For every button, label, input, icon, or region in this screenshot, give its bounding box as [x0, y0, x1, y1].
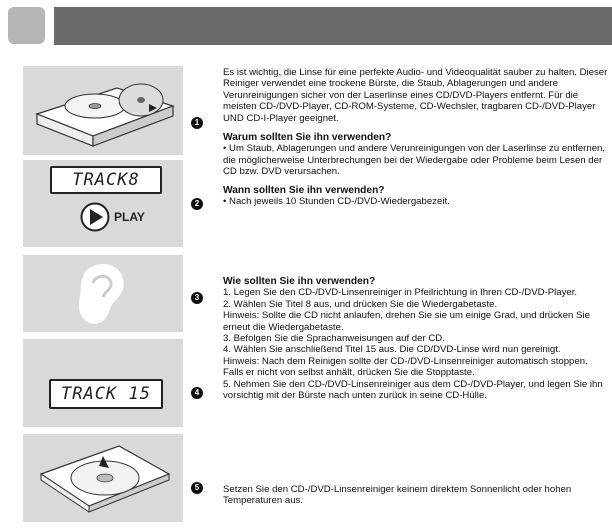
warning-section — [223, 484, 609, 507]
why-heading: Warum sollten Sie ihn verwenden? — [223, 132, 392, 143]
why-text: • Um Staub, Ablagerungen und andere Verunreinigungen von der Laserlinse zu entfernen, die möglicherweise Unterbrechungen bei der Wiedergabe oder Probleme beim Lesen der CD bzw. DVD verursachen. — [223, 143, 606, 178]
intro-paragraph: Es ist wichtig, die Linse für eine perfekte Audio- und Videoqualität sauber zu halten. Dieser Reiniger verwendet eine trockene Bürste, die Staub, Ablagerungen und andere Verunreinigungen sicher von der Laserlinse eines CD/DVD-Players entfernt. Für die meisten CD-/DVD-Player, CD-ROM-Systeme, CD-Wechsler, tragbaren CD-/DVD-Player UND CD-I-Player geeignet. — [223, 67, 608, 124]
lcd-track15: TRACK 15 — [49, 379, 163, 409]
step-bullet-4: 4 — [191, 387, 203, 399]
warning-text: Setzen Sie den CD-/DVD-Linsenreiniger keinem direktem Sonnenlicht oder hohen Temperaturen aus. — [223, 484, 572, 507]
step-2-text: 2. Wählen Sie Titel 8 aus, und drücken Sie die Wiedergabetaste. — [223, 298, 498, 310]
ear-icon — [23, 255, 183, 332]
when-text: • Nach jeweils 10 Stunden CD-/DVD-Wiedergabezeit. — [223, 196, 450, 208]
how-heading: Wie sollten Sie ihn verwenden? — [223, 276, 376, 287]
step-5-text: 5. Nehmen Sie den CD-/DVD-Linsenreiniger aus dem CD-/DVD-Player, und legen Sie ihn vorsichtig mit der Bürste nach unten zurück in seine CD-Hülle. — [223, 378, 603, 402]
panel-cd-case — [23, 434, 183, 522]
when-heading: Wann sollten Sie ihn verwenden? — [223, 185, 385, 196]
step-bullet-5: 5 — [191, 482, 203, 494]
play-label: PLAY — [114, 210, 145, 224]
step-bullet-3: 3 — [191, 292, 203, 304]
when-section — [223, 185, 609, 208]
hint-2-text: Hinweis: Nach dem Reinigen sollte der CD-/DVD-Linsenreiniger automatisch stoppen. Falls er nicht von selbst anhält, drücken Sie die Stopptaste. — [223, 355, 588, 379]
hint-1-text: Hinweis: Sollte die CD nicht anlaufen, drehen Sie sie um einige Grad, und drücken Sie erneut die Wiedergabetaste. — [223, 310, 590, 333]
header-bar — [54, 7, 612, 45]
panel-ear — [23, 255, 183, 332]
step-4-text: 4. Wählen Sie anschließend Titel 15 aus. Die CD/DVD-Linse wird nun gereinigt. — [223, 344, 561, 356]
why-section — [223, 132, 609, 178]
play-icon — [80, 202, 110, 237]
section-tab — [8, 7, 45, 44]
cd-case-illustration — [23, 434, 183, 522]
panel-cd-player — [23, 66, 183, 155]
cd-player-illustration — [23, 66, 183, 155]
how-section — [223, 276, 609, 401]
step-bullet-2: 2 — [191, 198, 203, 210]
step-bullet-1: 1 — [191, 117, 203, 129]
lcd-track8: TRACK8 — [50, 166, 162, 194]
step-1-text: 1. Legen Sie den CD-/DVD-Linsenreiniger in Pfeilrichtung in Ihren CD-/DVD-Player. — [223, 287, 578, 299]
intro-text — [223, 67, 609, 124]
step-3-text: 3. Befolgen Sie die Sprachanweisungen auf der CD. — [223, 333, 445, 345]
